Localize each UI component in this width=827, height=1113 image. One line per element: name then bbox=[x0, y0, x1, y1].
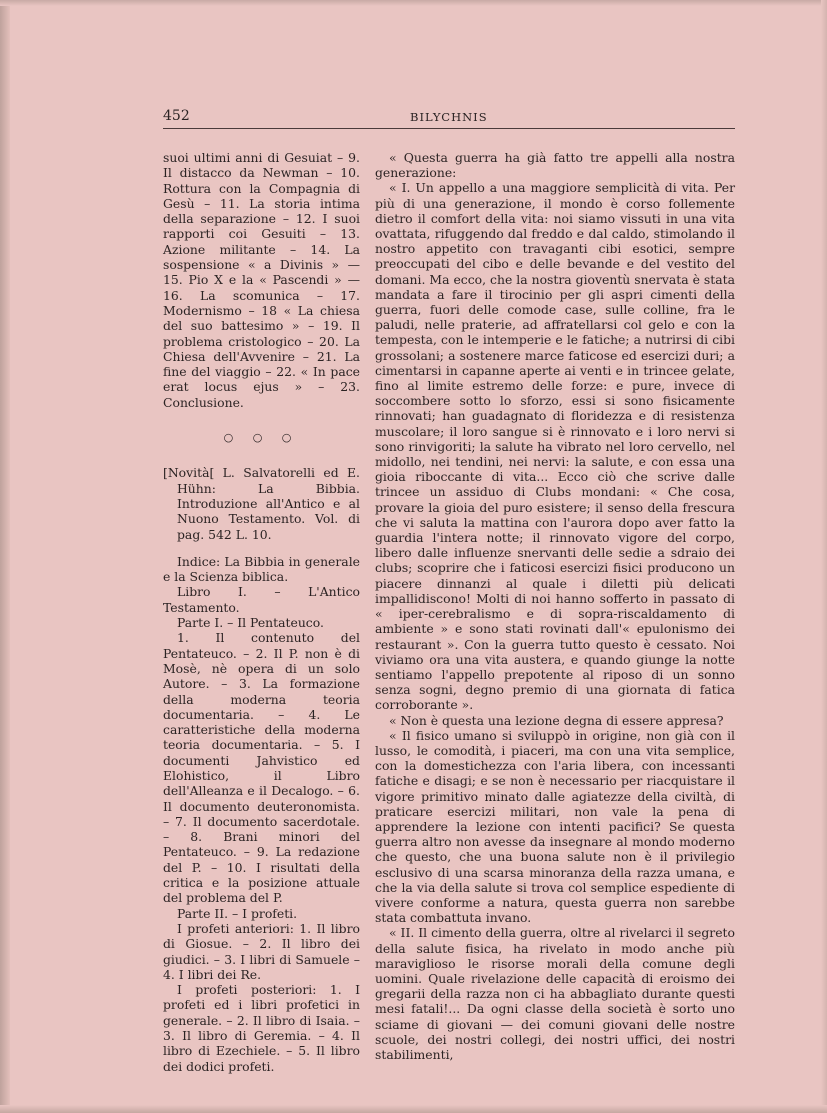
page-edge-bottom bbox=[0, 1105, 827, 1113]
page-edge-left bbox=[0, 0, 10, 1113]
page-header bbox=[163, 108, 735, 130]
latter-prophets: I profeti posteriori: 1. I profeti ed i libri profetici in generale. – 2. Il libro di Isaia. – 3. Il libro di Geremia. – 4. Il libro di Ezechiele. – 5. Il libro dei dodici profeti. bbox=[163, 982, 360, 1074]
chapter-list-continued: suoi ultimi anni di Gesuiat – 9. Il distacco da Newman – 10. Rottura con la Compagnia di Gesù – 11. La storia intima della separazione – 12. I suoi rapporti coi Gesuiti – 13. Azione militante – 14. La sospensione « a Divinis » — 15. Pio X e la « Pascendi » — 16. La scomunica – 17. Modernismo – 18 « La chiesa del suo battesimo » – 19. Il problema cristologico – 20. La Chiesa dell'Avvenire – 21. La fine del viaggio – 22. « In pace erat locus ejus » – 23. Conclusione. bbox=[163, 150, 360, 410]
page-edge-top bbox=[0, 0, 827, 6]
part-one-contents: 1. Il contenuto del Pentateuco. – 2. Il P. non è di Mosè, nè opera di un solo Autore. – 3. La formazione della moderna teoria documentaria. – 4. Le caratteristiche della moderna teoria documentaria. – 5. I documenti Jahvistico ed Elohistico, il Libro dell'Alleanza e il Decalogo. – 6. Il documento deuteronomista. – 7. Il documento sacerdotale. – 8. Brani minori del Pentateuco. – 9. La redazione del P. – 10. I risultati della critica e la posizione attuale del problema del P. bbox=[163, 630, 360, 906]
gap bbox=[163, 542, 360, 554]
body-paragraph-5: « II. Il cimento della guerra, oltre al rivelarci il segreto della salute fisica, ha rivelato in modo anche più maraviglioso le risorse morali della comune degli uomini. Quale rivelazione delle capacità di eroismo dei gregarii della razza non ci ha abbagliato durante questi mesi fatali!... Da ogni classe della società è sorto uno sciame di giovani — dei comuni giovani delle nostre scuole, dei nostri collegi, dei nostri uffici, dei nostri stabilimenti, bbox=[375, 925, 735, 1062]
header-rule bbox=[163, 128, 735, 129]
spacer bbox=[163, 445, 360, 465]
page-edge-right bbox=[821, 0, 827, 1113]
part-one-heading: Parte I. – Il Pentateuco. bbox=[177, 615, 324, 631]
body-paragraph-1: « Questa guerra ha già fatto tre appelli alla nostra generazione: bbox=[375, 150, 735, 181]
book-one-heading: Libro I. – L'Antico Testamento. bbox=[163, 584, 360, 615]
body-paragraph-2: « I. Un appello a una maggiore semplicità di vita. Per più di una generazione, il mondo è corso follemente dietro il comfort della vita: noi siamo vissuti in una vita ovattata, rifuggendo dal freddo e dal caldo, stimolando il nostro appetito con travaganti cibi esotici, sempre preoccupati del cibo e delle bevande e del vestito del domani. Ma ecco, che la nostra gioventù snervata è stata mandata a fare il tirocinio per gli aspri cimenti della guerra, fuori delle comode case, sulle colline, fra le paludi, nelle praterie, ad affratellarsi col gelo e con la tempesta, con le intemperie e le fatiche; a nutrirsi di cibi grossolani; a sostenere marce faticose ed esercizi duri; a cimentarsi in capanne aperte ai venti e in trincee gelate, fino al limite estremo delle forze: e pure, invece di soccombere sotto lo sforzo, essi si sono fisicamente rinnovati; han guadagnato di floridezza e di resistenza muscolare; il loro sangue si è rinnovato e i loro nervi si sono rinvigoriti; la salute ha vibrato nel loro cervello, nel midollo, nei tendini, nei nervi: la salute, e con essa una gioia riboccante di vita... Ecco ciò che scrive dalle trincee un assiduo di Clubs mondani: « Che cosa, provare la gioia del puro esistere; il senso della frescura che vi saluta la mattina con l'aurora dopo aver fatto la guardia l'intera notte; il rinnovato vigore del corpo, libero dalle influenze snervanti delle sedie a sdraio dei clubs; scoprire che i faticosi esercizi fisici producono un piacere dinnanzi al quale i diletti più delicati impallidiscono! Molti di noi hanno sofferto in passato di « iper-cerebralismo e di sopra-riscaldamento di ambiente » e sono stati rovinati dall'« epulonismo dei restaurant ». Con la guerra tutto questo è cessato. Noi viviamo ora una vita austera, e quando giunge la notte sentiamo l'appello prepotente al riposo di un sonno senza sogni, degno premio di una giornata di fatica corroborante ». bbox=[375, 180, 735, 713]
index-heading: Indice: La Bibbia in generale e la Scienza biblica. bbox=[163, 553, 360, 585]
part-two-heading: Parte II. – I profeti. bbox=[177, 905, 298, 921]
spacer bbox=[163, 410, 360, 430]
book-announcement: [Novità[ L. Salvatorelli ed E. Hühn: La Bibbia. Introduzione all'Antico e al Nuono Testamento. Vol. di pag. 542 L. 10. bbox=[163, 465, 360, 542]
running-head: BILYCHNIS bbox=[410, 110, 488, 124]
right-column bbox=[375, 150, 735, 1062]
left-column bbox=[163, 150, 360, 1074]
section-ornament: ○ ○ ○ bbox=[223, 431, 300, 445]
former-prophets: I profeti anteriori: 1. Il libro di Giosue. – 2. Il libro dei giudici. – 3. I libri di Samuele – 4. I libri dei Re. bbox=[163, 920, 360, 982]
body-paragraph-4: « Il fisico umano si sviluppò in origine, non già con il lusso, le comodità, i piaceri, ma con una vita semplice, con la domestichezza con l'aria libera, con incessanti fatiche e disagi; e se non è necessario per riacquistare il vigore primitivo minato dalle agiatezze della civiltà, di praticare esercizi militari, non vale la pena di apprendere la lezione con intenti pacifici? Se questa guerra altro non avesse da insegnare al mondo moderno che questo, che una buona salute non è il privilegio esclusivo di una scarsa minoranza della razza umana, e che la via della salute si trova col semplice espediente di vivere conforme a natura, questa guerra non sarebbe stata combattuta invano. bbox=[375, 727, 735, 926]
page-number: 452 bbox=[163, 108, 190, 124]
body-paragraph-3: « Non è questa una lezione degna di essere appresa? bbox=[389, 712, 724, 728]
